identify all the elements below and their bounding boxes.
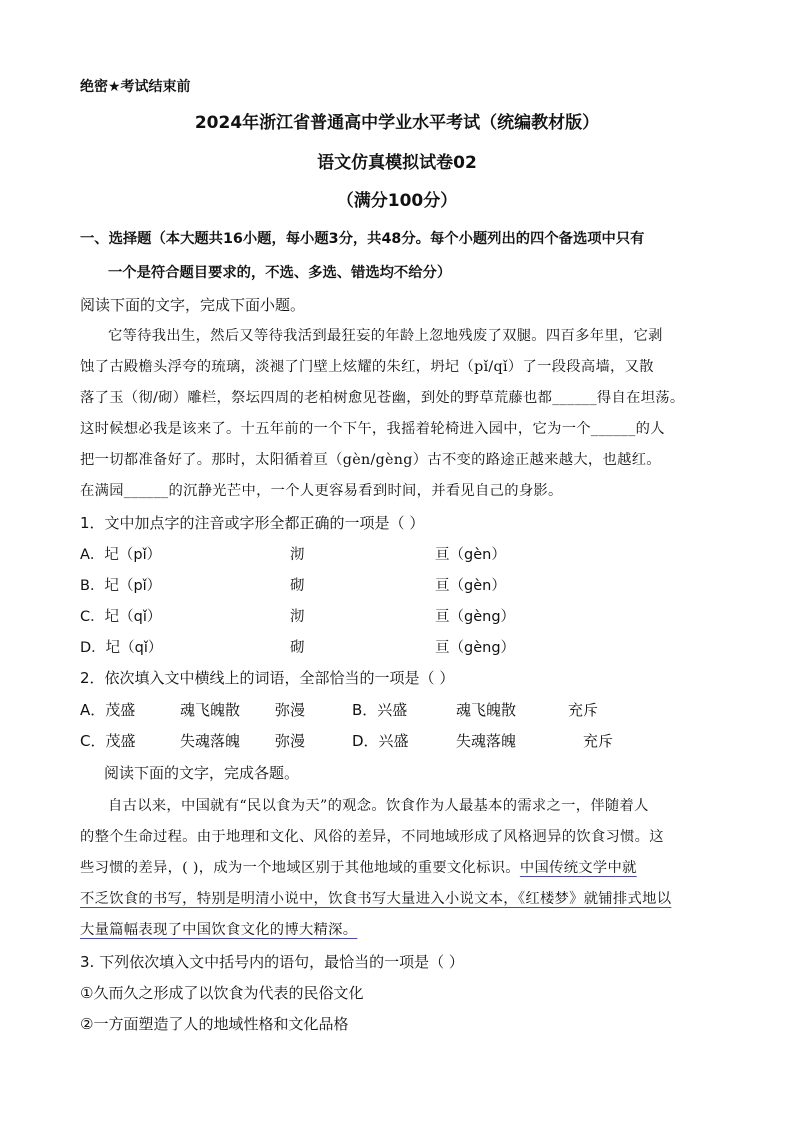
q1-option-c-b: 沏 <box>290 609 305 625</box>
q3-statement-1: ①久而久之形成了以饮食为代表的民俗文化 <box>80 984 364 1002</box>
q1-option-b: B．圮（pǐ） <box>80 578 162 594</box>
q1-option-d-c: 亘（gèng） <box>435 640 516 656</box>
q1-option-b-c: 亘（gèn） <box>435 578 506 594</box>
passage1-line <box>80 480 563 500</box>
underlined-text: 不乏饮食的书写，特别是明清小说中，饮食书写大量进入小说文本，《红楼梦》就铺排式地以 <box>80 891 672 907</box>
q2-option-d: D．兴盛 <box>352 732 409 750</box>
q2-option-a-word2: 魂飞魄散 <box>180 701 241 719</box>
q1-option-d: D．圮（qǐ） <box>80 640 163 656</box>
passage1-text: 这时候想必我是该来了。十五年前的一个下午，我摇着轮椅进入园中，它为一个 <box>80 421 591 437</box>
passage1-text: 的沉静光芒中，一个人更容易看到时间，并看见自己的身影。 <box>168 483 563 499</box>
q2-option-c-word2: 失魂落魄 <box>180 732 241 750</box>
q2-option-b: B．兴盛 <box>352 701 408 719</box>
passage1-intro: 阅读下面的文字，完成下面小题。 <box>80 296 306 314</box>
passage2-text: 些习惯的差异，( )，成为一个地域区别于其他地域的重要文化标识。 <box>80 860 520 876</box>
q1-option-a-c: 亘（gèn） <box>435 547 506 563</box>
q3-statement-2: ②一方面塑造了人的地域性格和文化品格 <box>80 1015 349 1033</box>
section-heading-cont: 一个是符合题目要求的，不选、多选、错选均不给分） <box>108 265 452 281</box>
confidential-label: 绝密★考试结束前 <box>80 79 191 95</box>
passage2-line <box>80 857 637 877</box>
section-heading: 一、选择题（本大题共16小题，每小题3分，共48分。每个小题列出的四个备选项中只有 <box>80 231 645 247</box>
q2-option-c-word3: 弥漫 <box>275 732 306 750</box>
passage1-line <box>80 418 665 438</box>
passage1-line: 它等待我出生，然后又等待我活到最狂妄的年龄上忽地残废了双腿。四百多年里，它剥 <box>108 328 663 344</box>
q1-option-b-b: 砌 <box>290 578 305 594</box>
q2-option-a-word3: 弥漫 <box>275 701 306 719</box>
passage1-text: 在满园 <box>80 483 124 499</box>
q1-option-c-c: 亘（gèng） <box>435 609 516 625</box>
passage1-text: 落了玉（彻/砌）雕栏，祭坛四周的老柏树愈见苍幽，到处的野草荒藤也都 <box>80 390 553 406</box>
passage2-line: 自古以来，中国就有“民以食为天”的观念。饮食作为人最基本的需求之一，伴随着人 <box>108 798 649 814</box>
fill-blank: ______ <box>123 483 169 499</box>
exam-subtitle: 语文仿真模拟试卷02 <box>317 153 477 173</box>
q1-option-d-b: 砌 <box>290 640 305 656</box>
fill-blank: ______ <box>552 390 597 406</box>
full-score: （满分100分） <box>336 191 458 211</box>
passage1-text: 的人 <box>635 421 665 437</box>
q1-option-a-b: 沏 <box>290 547 305 563</box>
passage1-line: 把一切都准备好了。那时，太阳循着亘（gèn/gèng）古不变的路途正越来越大，也越红。 <box>80 452 661 468</box>
passage1-text: 得自在坦荡。 <box>596 390 685 406</box>
question-3-stem: 3. 下列依次填入文中括号内的语句，最恰当的一项是（ ） <box>80 953 464 971</box>
exam-title: 2024年浙江省普通高中学业水平考试（统编教材版） <box>194 113 600 133</box>
passage2-line: 的整个生命过程。由于地理和文化、风俗的差异，不同地域形成了风格迥异的饮食习惯。这 <box>80 829 664 845</box>
passage1-line: 蚀了古殿檐头浮夸的琉璃，淡褪了门壁上炫耀的朱红，坍圮（pǐ/qǐ）了一段段高墙，又散 <box>80 359 654 375</box>
q2-option-d-word3: 充斥 <box>583 732 614 750</box>
underlined-text: 大量篇幅表现了中国饮食文化的博大精深。 <box>80 922 358 938</box>
q2-option-b-word3: 充斥 <box>568 701 599 719</box>
passage1-line <box>80 387 685 407</box>
question-2-stem: 2．依次填入文中横线上的词语，全部恰当的一项是（ ） <box>80 669 455 687</box>
underlined-text: 中国传统文学中就 <box>519 860 637 876</box>
passage2-intro: 阅读下面的文字，完成各题。 <box>104 764 300 782</box>
q2-option-b-word2: 魂飞魄散 <box>456 701 517 719</box>
fill-blank: ______ <box>590 421 636 437</box>
q1-option-a: A．圮（pǐ） <box>80 547 162 563</box>
q1-option-c: C．圮（qǐ） <box>80 609 162 625</box>
q2-option-d-word2: 失魂落魄 <box>456 732 517 750</box>
q2-option-c: C．茂盛 <box>80 732 136 750</box>
q2-option-a: A．茂盛 <box>80 701 136 719</box>
question-1-stem: 1．文中加点字的注音或字形全都正确的一项是（ ） <box>80 514 425 532</box>
